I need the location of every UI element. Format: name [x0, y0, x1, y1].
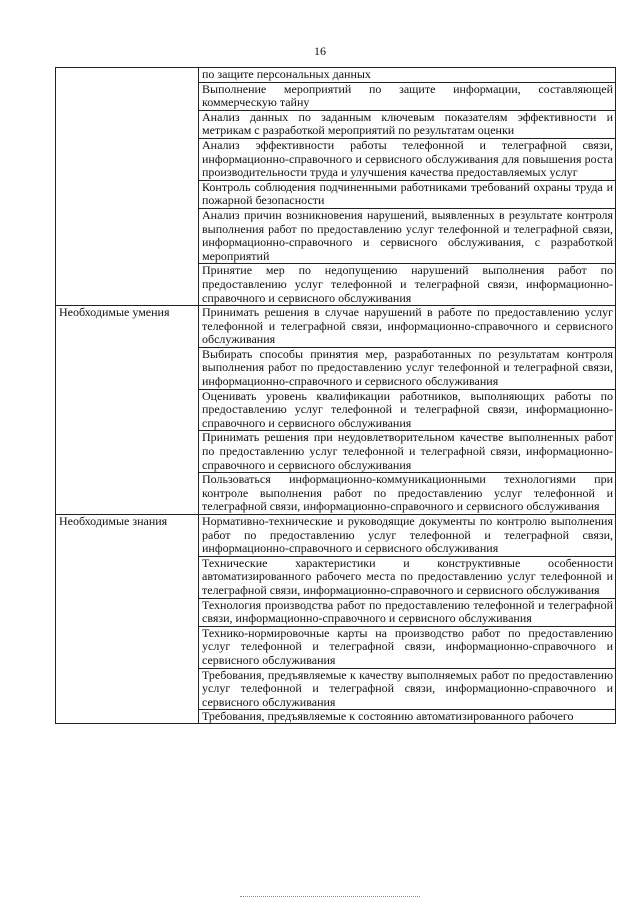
skills-label: Необходимые умения: [56, 306, 199, 515]
row-label-empty: [56, 68, 199, 306]
table-cell: Требования, предъявляемые к качеству выполняемых работ по предоставлению услуг телефонной и телеграфной связи, информационно-справочного и сервисного обслуживания: [199, 668, 616, 710]
table-cell-continued: [199, 710, 616, 724]
truncated-cell-text: Требования, предъявляемые к состоянию автоматизированного рабочего: [202, 710, 574, 724]
table-cell: Контроль соблюдения подчиненными работниками требований охраны труда и пожарной безопасности: [199, 180, 616, 208]
table-cell: Анализ причин возникновения нарушений, выявленных в результате контроля выполнения работ по предоставлению услуг телефонной и телеграфной связи, информационно-справочного и сервисного обслуживания, с разработкой мероприятий: [199, 208, 616, 263]
table-cell: Оценивать уровень квалификации работников, выполняющих работы по предоставлению услуг телефонной и телеграфной связи, информационно-справочного и сервисного обслуживания: [199, 389, 616, 431]
table-row: [56, 306, 616, 348]
table-cell: Технология производства работ по предоставлению телефонной и телеграфной связи, информационно-справочного и сервисного обслуживания: [199, 598, 616, 626]
table-cell: Принимать решения в случае нарушений в работе по предоставлению услуг телефонной и телеграфной связи, информационно-справочного и сервисного обслуживания: [199, 306, 616, 348]
table-cell: Технико-нормировочные карты на производство работ по предоставлению услуг телефонной и телеграфной связи, информационно-справочного и сервисного обслуживания: [199, 626, 616, 668]
table-cell: Принятие мер по недопущению нарушений выполнения работ по предоставлению услуг телефонной и телеграфной связи, информационно-справочного и сервисного обслуживания: [199, 264, 616, 306]
table-cell: Технические характеристики и конструктивные особенности автоматизированного рабочего места по предоставлению услуг телефонной и телеграфной связи, информационно-справочного и сервисного обслуживания: [199, 556, 616, 598]
table-cell: Нормативно-технические и руководящие документы по контролю выполнения работ по предоставлению услуг телефонной и телеграфной связи, информационно-справочного и сервисного обслуживания: [199, 515, 616, 557]
competency-table: [55, 67, 616, 724]
scan-artifact: [240, 896, 420, 899]
table-cell: Принимать решения при неудовлетворительном качестве выполненных работ по предоставлению услуг телефонной и телеграфной связи, информационно-справочного и сервисного обслуживания: [199, 431, 616, 473]
table-cell: Анализ данных по заданным ключевым показателям эффективности и метрикам с разработкой мероприятий по результатам оценки: [199, 110, 616, 138]
table-cell: Выполнение мероприятий по защите информации, составляющей коммерческую тайну: [199, 82, 616, 110]
knowledge-label: Необходимые знания: [56, 515, 199, 724]
table-cell: Выбирать способы принятия мер, разработанных по результатам контроля выполнения работ по предоставлению услуг телефонной и телеграфной связи, информационно-справочного и сервисного обслуживания: [199, 347, 616, 389]
table-cell: по защите персональных данных: [199, 68, 616, 83]
table-row: [56, 68, 616, 83]
table-cell: Анализ эффективности работы телефонной и телеграфной связи, информационно-справочного и сервисного обслуживания для повышения роста производительности труда и улучшения качества предоставляемых услуг: [199, 138, 616, 180]
table-cell: Пользоваться информационно-коммуникационными технологиями при контроле выполнения работ по предоставлению услуг телефонной и телеграфной связи, информационно-справочного и сервисного обслуживания: [199, 473, 616, 515]
table-row: [56, 515, 616, 557]
page-number: 16: [314, 44, 326, 58]
